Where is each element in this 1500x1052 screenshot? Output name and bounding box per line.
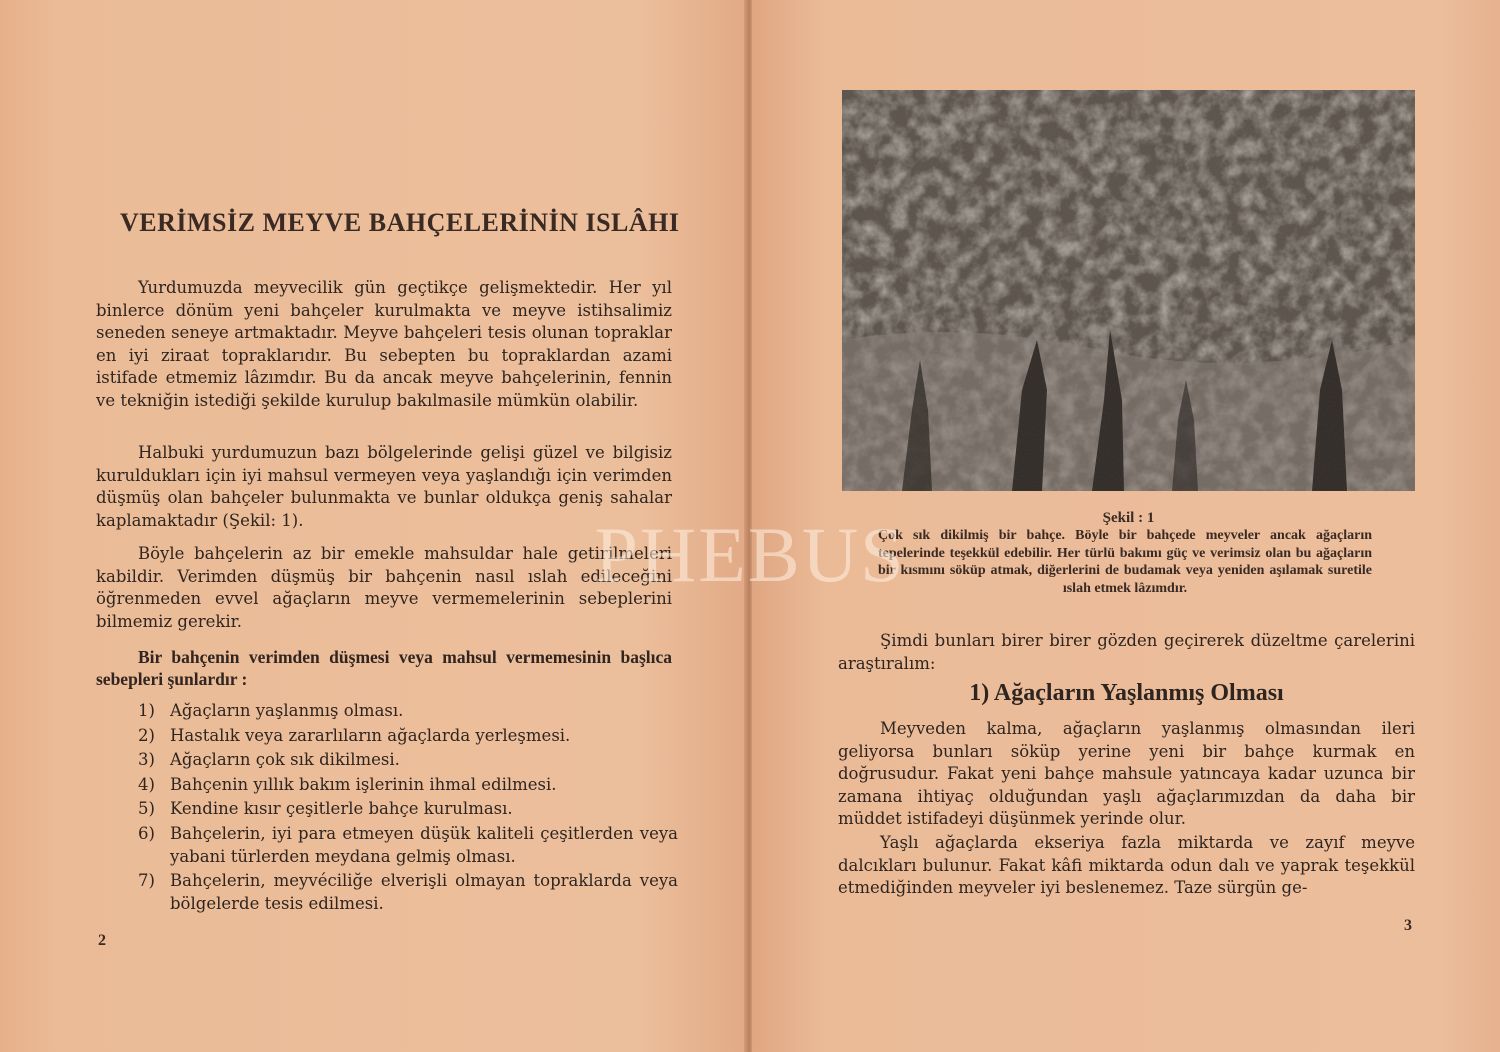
- paragraph-1: Yurdumuzda meyvecilik gün geçtikçe gelişmektedir. Her yıl binlerce dönüm yeni bahçeler kurulmakta ve meyve istihsalimiz seneden seneye artmaktadır. Meyve bahçeleri tesis olunan topraklar en iyi ziraat topraklarıdır. Bu sebepten bu topraklardan azami istifade etmemiz lâzımdır. Bu da ancak meyve bahçelerinin, fennin ve tekniğin istediği şekilde kurulup bakılmasile mümkün olabilir.: [96, 278, 672, 410]
- list-item-text: Ağaçların çok sık dikilmesi.: [170, 750, 400, 770]
- list-item-text: Kendine kısır çeşitlerle bahçe kurulması.: [170, 799, 513, 819]
- left-page: [0, 0, 748, 1052]
- list-item-text: Bahçelerin, meyvéciliğe elverişli olmayan topraklarda veya bölgelerde tesis edilmesi.: [170, 871, 678, 913]
- paragraph-3: Böyle bahçelerin az bir emekle mahsuldar hale getirilmeleri kabildir. Verimden düşmüş bir bahçenin nasıl ıslah edileceğini öğrenmeden evvel ağaçların meyve vermemelerinin sebeplerini bilmemiz gerekir.: [96, 544, 672, 631]
- watermark: PHEBUS: [594, 511, 906, 598]
- page-number-left: 2: [98, 932, 106, 949]
- list-item: [138, 774, 678, 797]
- list-item-text: Bahçenin yıllık bakım işlerinin ihmal edilmesi.: [170, 774, 557, 794]
- list-item-number: 3): [138, 750, 155, 770]
- list-item-number: 6): [138, 823, 155, 843]
- page-number-right: 3: [1404, 917, 1412, 934]
- list-item-number: 5): [138, 799, 155, 819]
- list-item-text: Hastalık veya zararlıların ağaçlarda yerleşmesi.: [170, 725, 571, 745]
- section-heading: 1) Ağaçların Yaşlanmış Olması: [969, 680, 1284, 706]
- right-intro-paragraph: Şimdi bunları birer birer gözden geçirerek düzeltme çarelerini araştıralım:: [838, 631, 1415, 673]
- list-item-number: 7): [138, 871, 155, 891]
- list-item: [138, 870, 678, 915]
- list-item: [138, 749, 678, 772]
- list-item: [138, 700, 678, 723]
- list-item: [138, 823, 678, 868]
- list-item: [138, 725, 678, 748]
- reasons-list: [138, 700, 678, 917]
- list-item-text: Ağaçların yaşlanmış olması.: [170, 701, 404, 720]
- orchard-photo: [842, 90, 1415, 491]
- list-item: [138, 798, 678, 821]
- paragraph-2: Halbuki yurdumuzun bazı bölgelerinde gelişi güzel ve bilgisiz kuruldukları için iyi mahsul vermeyen veya yaşlandığı için verimden düşmüş olan bahçeler bulunmakta ve bunlar oldukça geniş sahalar kaplamaktadır (Şekil: 1).: [96, 443, 672, 530]
- reasons-intro: Bir bahçenin verimden düşmesi veya mahsul vermemesinin başlıca sebepleri şunlardır :: [96, 647, 672, 689]
- list-item-number: 1): [138, 701, 155, 720]
- figure-label: Şekil : 1: [1102, 510, 1155, 526]
- right-paragraph-1: Meyveden kalma, ağaçların yaşlanmış olmasından ileri geliyorsa bunları söküp yerine yeni bir bahçe kurmak en doğrusudur. Fakat yeni bahçe mahsule yatıncaya kadar uzunca bir zamana ihtiyaç olduğundan yaşlı ağaçlarımızdan da daha bir müddet istifadeyi düşünmek yerinde olur.: [838, 719, 1415, 829]
- right-paragraph-2: Yaşlı ağaçlarda ekseriya fazla miktarda ve zayıf meyve dalcıkları bulunur. Fakat kâfi miktarda odun dalı ve yaprak teşekkül etmediğinden meyveler iyi beslenemez. Taze sürgün ge-: [838, 833, 1415, 898]
- page-title: VERİMSİZ MEYVE BAHÇELERİNİN ISLÂHI: [120, 208, 680, 237]
- figure-caption: Çok sık dikilmiş bir bahçe. Böyle bir bahçede meyveler ancak ağaçların tepelerinde teşekkül edebilir. Her türlü bakımı güç ve verimsiz olan bu ağaçların bir kısmını söküp atmak, diğerlerini de budamak veya yeniden aşılamak suretile ıslah etmek lâzımdır.: [878, 528, 1372, 596]
- list-item-text: Bahçelerin, iyi para etmeyen düşük kaliteli çeşitlerden veya yabani türlerden meydana gelmiş olması.: [170, 823, 678, 866]
- list-item-number: 4): [138, 774, 155, 794]
- list-item-number: 2): [138, 725, 155, 745]
- orchard-illustration: [842, 90, 1415, 491]
